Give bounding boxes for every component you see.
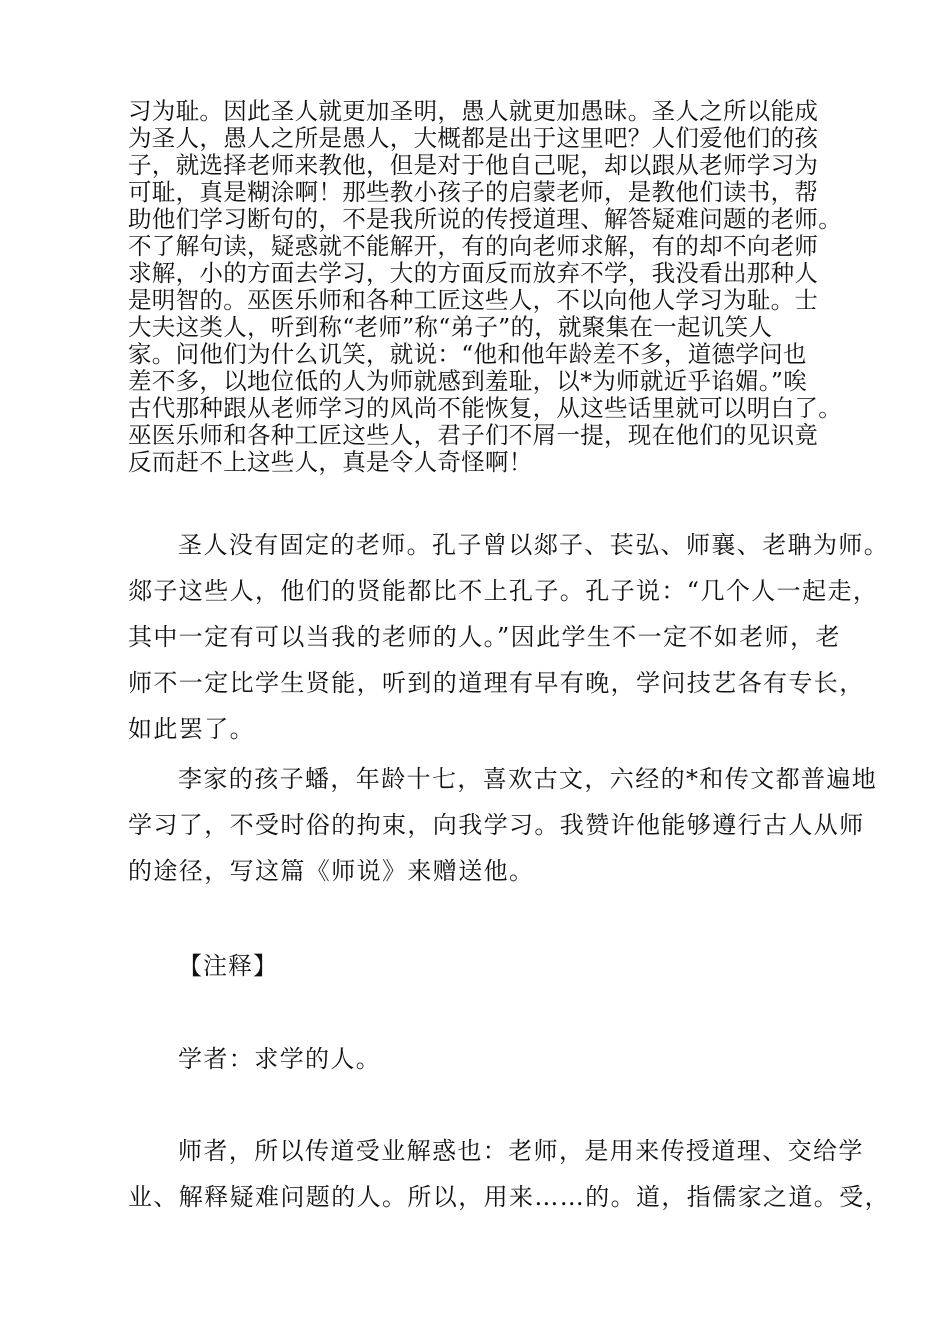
text-line: 其中一定有可以当我的老师的人。”因此学生不一定不如老师，老 bbox=[128, 623, 841, 651]
text-line: 古代那种跟从老师学习的风尚不能恢复，从这些话里就可以明白了。 bbox=[128, 394, 842, 422]
text-line: 差不多，以地位低的人为师就感到羞耻，以*为师就近乎谄媚。”唉 bbox=[128, 367, 808, 395]
text-line: 郯子这些人，他们的贤能都比不上孔子。孔子说：“几个人一起走， bbox=[128, 577, 879, 605]
text-line: 圣人没有固定的老师。孔子曾以郯子、苌弘、师襄、老聃为师。 bbox=[178, 531, 890, 559]
text-line: 不了解句读，疑惑就不能解开，有的向老师求解，有的却不向老师 bbox=[128, 232, 819, 260]
text-line: 师不一定比学生贤能，听到的道理有早有晚，学问技艺各有专长， bbox=[128, 669, 865, 697]
text-line: 助他们学习断句的，不是我所说的传授道理、解答疑难问题的老师。 bbox=[128, 205, 842, 233]
text-line: 巫医乐师和各种工匠这些人，君子们不屑一提，现在他们的见识竟 bbox=[128, 421, 819, 449]
text-line: 可耻，真是糊涂啊！那些教小孩子的启蒙老师，是教他们读书，帮 bbox=[128, 178, 819, 206]
text-line: 师者，所以传道受业解惑也：老师，是用来传授道理、交给学 bbox=[178, 1137, 864, 1165]
text-line: 李家的孩子蟠，年龄十七，喜欢古文，六经的*和传文都普遍地 bbox=[178, 765, 878, 793]
text-line: 子，就选择老师来教他，但是对于他自己呢，却以跟从老师学习为 bbox=[128, 151, 819, 179]
text-line: 业、解释疑难问题的人。所以，用来……的。道，指儒家之道。受， bbox=[128, 1183, 890, 1211]
notes-heading: 【注释】 bbox=[178, 952, 278, 980]
text-line: 学习了，不受时俗的拘束，向我学习。我赞许他能够遵行古人从师 bbox=[128, 811, 865, 839]
note-item: 学者：求学的人。 bbox=[178, 1045, 382, 1073]
text-line: 反而赶不上这些人，真是令人奇怪啊！ bbox=[128, 448, 533, 476]
text-line: 求解，小的方面去学习，大的方面反而放弃不学，我没看出那种人 bbox=[128, 259, 819, 287]
text-line: 家。问他们为什么讥笑，就说：“他和他年龄差不多，道德学问也 bbox=[128, 340, 807, 368]
text-line: 大夫这类人，听到称“老师”称“弟子”的，就聚集在一起讥笑人 bbox=[128, 313, 773, 341]
text-line: 的途径，写这篇《师说》来赠送他。 bbox=[128, 857, 535, 885]
text-line: 为圣人，愚人之所是愚人，大概都是出于这里吧？人们爱他们的孩 bbox=[128, 124, 819, 152]
text-line: 习为耻。因此圣人就更加圣明，愚人就更加愚昧。圣人之所以能成 bbox=[128, 97, 819, 125]
text-line: 是明智的。巫医乐师和各种工匠这些人，不以向他人学习为耻。士 bbox=[128, 286, 819, 314]
text-line: 如此罢了。 bbox=[128, 715, 255, 743]
